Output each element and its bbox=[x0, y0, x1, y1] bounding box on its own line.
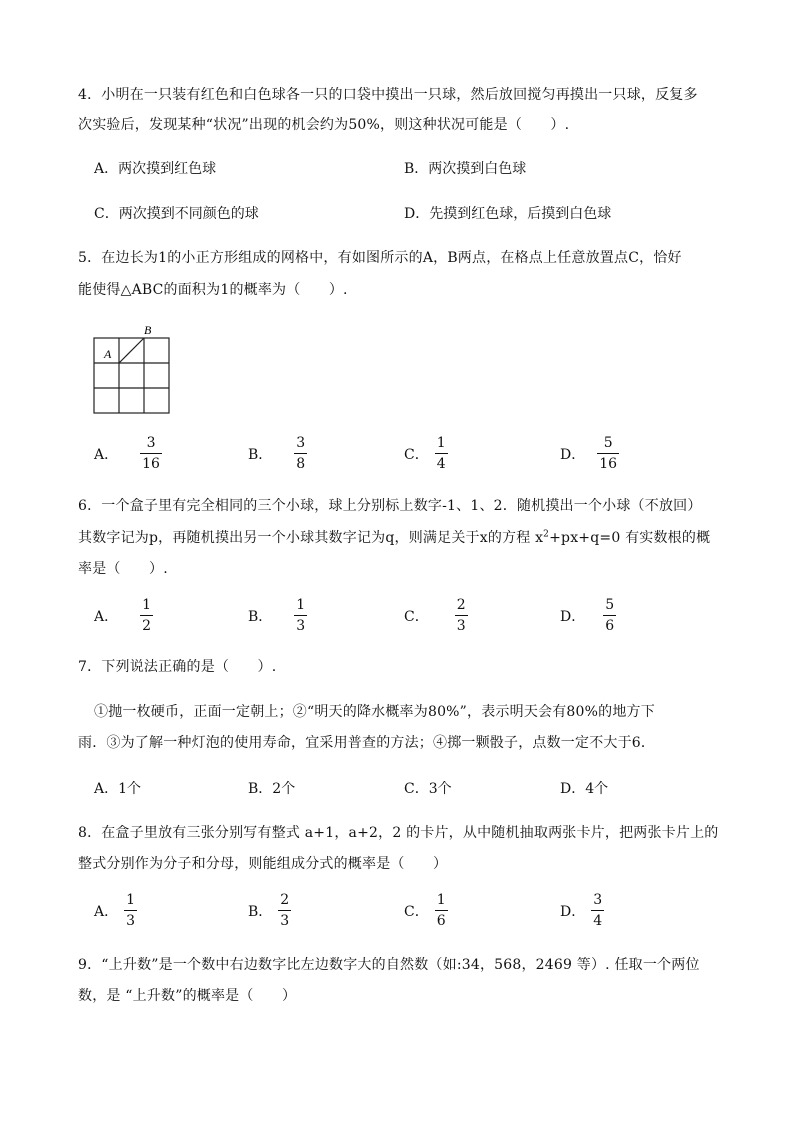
q5-stem-line2: 能使得△ABC的面积为1的概率为（ ）. bbox=[78, 282, 348, 298]
q5-stem-line1: 5．在边长为1的小正方形组成的网格中，有如图所示的A，B两点，在格点上任意放置点C，恰好 bbox=[78, 250, 682, 266]
q6-option-d: D． $\frac{5}{6}$ bbox=[560, 597, 615, 634]
q7-option-a: A．1个 bbox=[94, 781, 142, 797]
q5-option-b: B． $\frac{3}{8}$ bbox=[248, 435, 306, 472]
q4-option-b: B．两次摸到白色球 bbox=[404, 161, 527, 177]
q5-option-c: C． $\frac{1}{4}$ bbox=[404, 435, 446, 472]
q9-stem-line2: 数，是 “上升数”的概率是（ ） bbox=[78, 988, 297, 1004]
q8-stem-line2: 整式分别作为分子和分母，则能组成分式的概率是（ ） bbox=[78, 856, 448, 872]
q6-option-b: B． $\frac{1}{3}$ bbox=[248, 597, 306, 634]
q4-option-c: C．两次摸到不同颜色的球 bbox=[94, 206, 259, 222]
q4-option-a: A．两次摸到红色球 bbox=[94, 161, 217, 177]
q4-stem-line2: 次实验后，发现某种“状况”出现的机会约为50%，则这种状况可能是（ ）. bbox=[78, 117, 570, 133]
q5-option-a: A． $\frac{3}{16}$ bbox=[94, 435, 160, 472]
q8-option-c: C． $\frac{1}{6}$ bbox=[404, 892, 446, 929]
q6-option-a: A． $\frac{1}{2}$ bbox=[94, 597, 152, 634]
q4-option-d: D．先摸到红色球，后摸到白色球 bbox=[404, 206, 612, 222]
q7-option-b: B．2个 bbox=[248, 781, 296, 797]
q5-grid-figure bbox=[94, 323, 174, 410]
point-b-label: B bbox=[144, 323, 152, 337]
q7-statements-line1: ①抛一枚硬币，正面一定朝上；②“明天的降水概率为80%”，表示明天会有80%的地方下 bbox=[94, 704, 655, 720]
q5-option-d: D． $\frac{5}{16}$ bbox=[560, 435, 618, 472]
q8-option-a: A． $\frac{1}{3}$ bbox=[94, 892, 136, 929]
q7-option-c: C．3个 bbox=[404, 781, 452, 797]
q7-stem-line1: 7．下列说法正确的是（ ）. bbox=[78, 659, 277, 675]
q6-option-c: C． $\frac{2}{3}$ bbox=[404, 597, 466, 634]
q7-statements-line2: 雨．③为了解一种灯泡的使用寿命，宜采用普查的方法；④掷一颗骰子，点数一定不大于6． bbox=[78, 735, 656, 751]
segment-ab bbox=[119, 338, 144, 363]
q4-stem-line1: 4．小明在一只装有红色和白色球各一只的口袋中摸出一只球，然后放回搅匀再摸出一只球，反复多 bbox=[78, 87, 698, 103]
q7-option-d: D．4个 bbox=[560, 781, 609, 797]
q8-stem-line1: 8．在盒子里放有三张分别写有整式 a+1，a+2，2 的卡片，从中随机抽取两张卡片，把两张卡片上的 bbox=[78, 825, 719, 841]
q6-stem-line3: 率是（ ）. bbox=[78, 561, 168, 577]
q6-stem-line1: 6．一个盒子里有完全相同的三个小球，球上分别标上数字-1、1、2．随机摸出一个小球（不放回） bbox=[78, 498, 702, 514]
q8-option-d: D． $\frac{3}{4}$ bbox=[560, 892, 603, 929]
q9-stem-line1: 9．“上升数”是一个数中右边数字比左边数字大的自然数（如:34，568，2469 等）. 任取一个两位 bbox=[78, 957, 700, 973]
q6-stem-line2: 其数字记为p，再随机摸出另一个小球其数字记为q，则满足关于x的方程 $x^2+px+q=0$ 有实数根的概 bbox=[78, 529, 711, 546]
point-a-label: A bbox=[104, 347, 112, 361]
q8-option-b: B． $\frac{2}{3}$ bbox=[248, 892, 290, 929]
